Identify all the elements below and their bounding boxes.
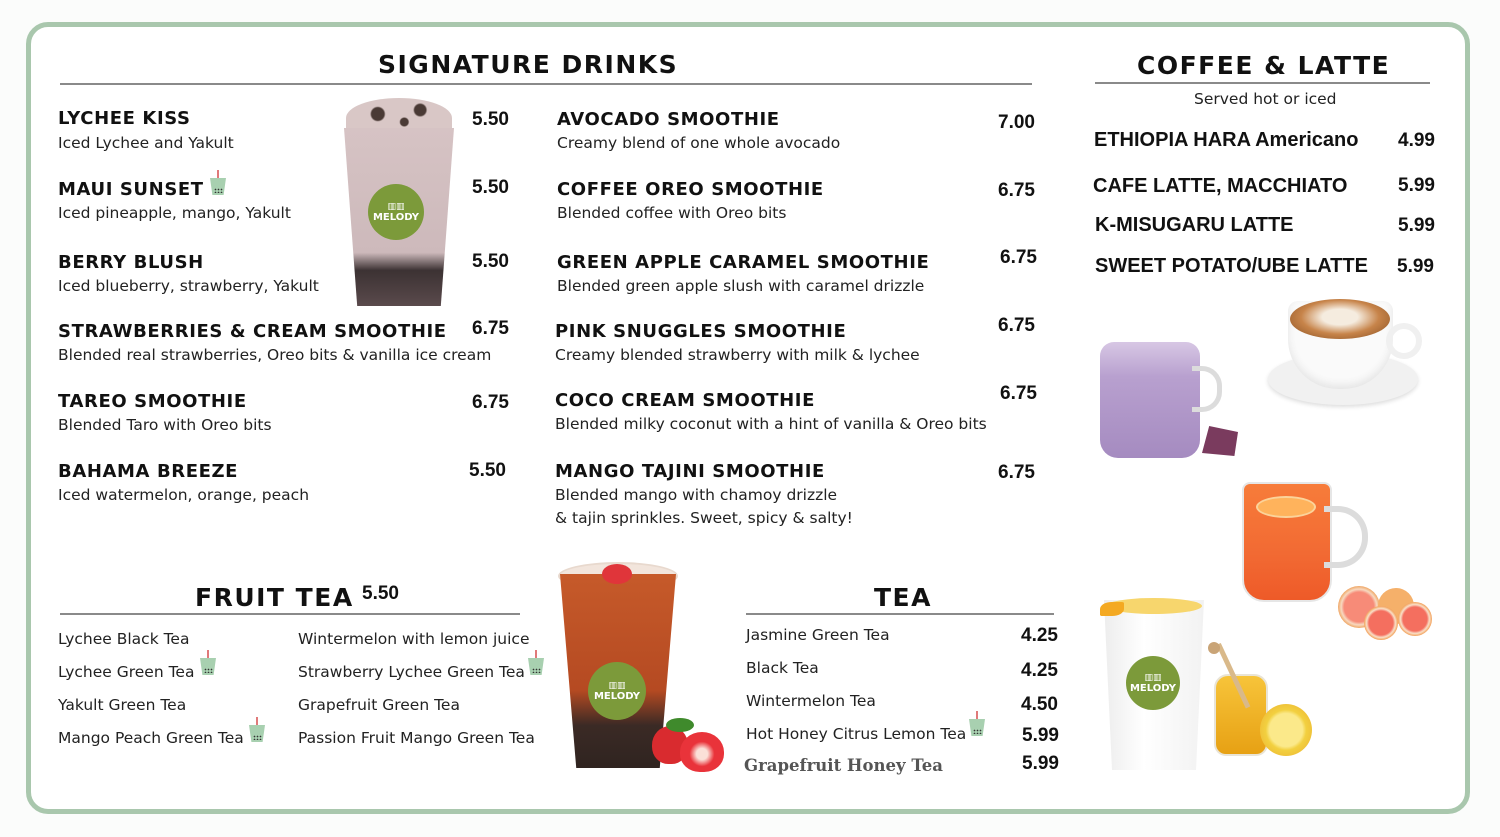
coffee-latte-title: COFFEE & LATTE (1137, 51, 1391, 80)
tea-item: Black Tea (746, 659, 819, 677)
tea-title: TEA (874, 583, 932, 612)
fruit-tea-item: Lychee Green Tea (58, 663, 195, 681)
drink-desc: Iced watermelon, orange, peach (58, 486, 310, 504)
drink-price: 5.50 (472, 109, 509, 130)
drink-price: 7.00 (998, 112, 1035, 133)
drink-name: BAHAMA BREEZE (58, 461, 239, 482)
drink-name: STRAWBERRIES & CREAM SMOOTHIE (58, 321, 447, 342)
tea-price: 5.99 (1022, 725, 1059, 746)
fruit-tea-item: Yakult Green Tea (58, 696, 187, 714)
fruit-tea-item: Mango Peach Green Tea (58, 729, 244, 747)
tea-item: Grapefruit Honey Tea (744, 756, 943, 775)
drink-price: 6.75 (998, 315, 1035, 336)
cafe-latte-photo (1268, 295, 1428, 407)
coffee-name: SWEET POTATO/UBE LATTE (1095, 255, 1368, 277)
fruit-tea-divider (60, 613, 520, 615)
drink-desc: Blended real strawberries, Oreo bits & vanilla ice cream (58, 346, 492, 364)
drink-name: PINK SNUGGLES SMOOTHIE (555, 321, 847, 342)
drink-desc: Blended Taro with Oreo bits (58, 416, 272, 434)
oreo-smoothie-photo (340, 98, 458, 308)
drink-desc-line2: & tajin sprinkles. Sweet, spicy & salty! (555, 509, 853, 527)
drink-name: BERRY BLUSH (58, 252, 204, 273)
drink-desc: Creamy blend of one whole avocado (557, 134, 841, 152)
drink-desc: Iced pineapple, mango, Yakult (58, 204, 291, 222)
fruit-tea-item: Passion Fruit Mango Green Tea (298, 729, 535, 747)
tea-divider (746, 613, 1054, 615)
tea-price: 5.99 (1022, 753, 1059, 774)
drink-name: AVOCADO SMOOTHIE (557, 109, 780, 130)
drink-desc: Blended milky coconut with a hint of vanilla & Oreo bits (555, 415, 987, 433)
bubble-tea-icon (969, 711, 985, 737)
bubble-tea-icon (210, 170, 226, 196)
tea-item: Jasmine Green Tea (746, 626, 890, 644)
drink-desc: Blended green apple slush with caramel drizzle (557, 277, 925, 295)
tea-price: 4.25 (1021, 625, 1058, 646)
drink-price: 6.75 (472, 318, 509, 339)
drink-price: 6.75 (998, 462, 1035, 483)
drink-name: COFFEE OREO SMOOTHIE (557, 179, 824, 200)
drink-name: TAREO SMOOTHIE (58, 391, 247, 412)
drink-desc: Blended coffee with Oreo bits (557, 204, 787, 222)
bubble-tea-icon (200, 650, 216, 676)
bubble-tea-icon (249, 717, 265, 743)
coffee-price: 4.99 (1398, 130, 1435, 151)
tea-price: 4.25 (1021, 660, 1058, 681)
fruit-tea-item: Grapefruit Green Tea (298, 696, 460, 714)
drink-desc: Blended mango with chamoy drizzle (555, 486, 838, 504)
drink-name: MAUI SUNSET (58, 179, 204, 200)
hot-honey-lemon-tea-photo (1098, 596, 1318, 772)
drink-price: 5.50 (469, 460, 506, 481)
coffee-price: 5.99 (1397, 256, 1434, 277)
fruit-tea-item: Wintermelon with lemon juice (298, 630, 530, 648)
drink-price: 6.75 (1000, 383, 1037, 404)
melody-logo: ▥▥ MELODY (588, 662, 646, 720)
tea-price: 4.50 (1021, 694, 1058, 715)
coffee-name: ETHIOPIA HARA Americano (1094, 129, 1359, 151)
signature-divider (60, 83, 1032, 85)
drink-price: 5.50 (472, 251, 509, 272)
melody-logo: ▥▥ MELODY (368, 184, 424, 240)
drink-desc: Iced Lychee and Yakult (58, 134, 234, 152)
drink-name: LYCHEE KISS (58, 108, 191, 129)
drink-desc: Creamy blended strawberry with milk & lychee (555, 346, 920, 364)
ube-latte-photo (1098, 338, 1243, 463)
drink-name: MANGO TAJINI SMOOTHIE (555, 461, 825, 482)
coffee-price: 5.99 (1398, 175, 1435, 196)
fruit-tea-item: Lychee Black Tea (58, 630, 190, 648)
drink-name: GREEN APPLE CARAMEL SMOOTHIE (557, 252, 930, 273)
drink-price: 6.75 (998, 180, 1035, 201)
fruit-tea-price: 5.50 (362, 583, 399, 604)
fruit-tea-title: FRUIT TEA (195, 583, 354, 612)
coffee-price: 5.99 (1398, 215, 1435, 236)
strawberry-tea-photo (556, 558, 734, 780)
coffee-name: CAFE LATTE, MACCHIATO (1093, 175, 1348, 197)
coffee-subtitle: Served hot or iced (1194, 90, 1337, 108)
drink-price: 6.75 (472, 392, 509, 413)
tea-item: Hot Honey Citrus Lemon Tea (746, 725, 967, 743)
coffee-name: K-MISUGARU LATTE (1095, 214, 1294, 236)
signature-drinks-title: SIGNATURE DRINKS (378, 50, 679, 79)
drink-price: 5.50 (472, 177, 509, 198)
drink-desc: Iced blueberry, strawberry, Yakult (58, 277, 319, 295)
drink-price: 6.75 (1000, 247, 1037, 268)
tea-item: Wintermelon Tea (746, 692, 876, 710)
drink-name: COCO CREAM SMOOTHIE (555, 390, 815, 411)
fruit-tea-item: Strawberry Lychee Green Tea (298, 663, 525, 681)
coffee-divider (1095, 82, 1430, 84)
melody-logo: ▥▥ MELODY (1126, 656, 1180, 710)
bubble-tea-icon (528, 650, 544, 676)
